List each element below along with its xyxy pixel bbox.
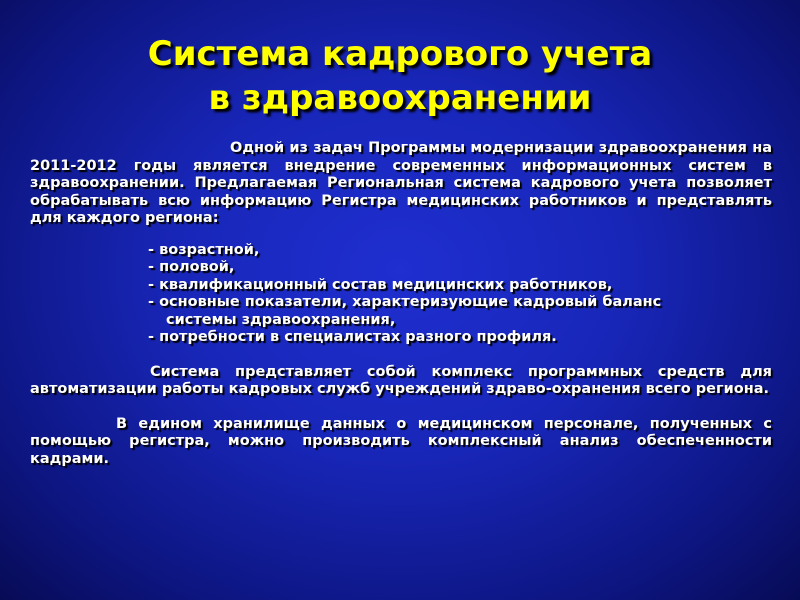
list-item-gender: - половой, xyxy=(148,259,235,275)
slide-title-line-1: Система кадрового учета xyxy=(147,34,653,74)
list-item-health-system: системы здравоохранения, xyxy=(166,311,396,328)
list-item-staff-balance xyxy=(30,294,772,312)
list-item-qualification: - квалификационный состав медицинских работников, xyxy=(148,276,613,293)
list-item-staff-balance-text: - основные показатели, характеризующие кадровый баланс xyxy=(148,294,662,310)
list-item-specialist-needs: - потребности в специалистах разного профиля. xyxy=(148,329,557,345)
indicator-list xyxy=(30,242,772,347)
list-item-age: - возрастной, xyxy=(148,241,260,258)
slide-title-line-2: в здравоохранении xyxy=(208,78,592,118)
system-description-paragraph: Система представляет собой комплекс программных средств для автоматизации работы кадровых служб учреждений здраво-охранения всего региона. xyxy=(30,363,772,397)
intro-paragraph: Одной из задач Программы модернизации здравоохранения на 2011-2012 годы является внедрение современных информационных систем в здравоохранении. Предлагаемая Региональная система кадрового учета позволяет обрабатывать всю информацию Регистра медицинских работников и представлять для каждого региона: xyxy=(30,140,772,226)
data-warehouse-paragraph: В едином хранилище данных о медицинском персонале, полученных с помощью регистра, можно производить комплексный анализ обеспеченности кадрами. xyxy=(30,415,772,467)
slide-body xyxy=(30,140,772,468)
slide-title xyxy=(0,32,800,120)
